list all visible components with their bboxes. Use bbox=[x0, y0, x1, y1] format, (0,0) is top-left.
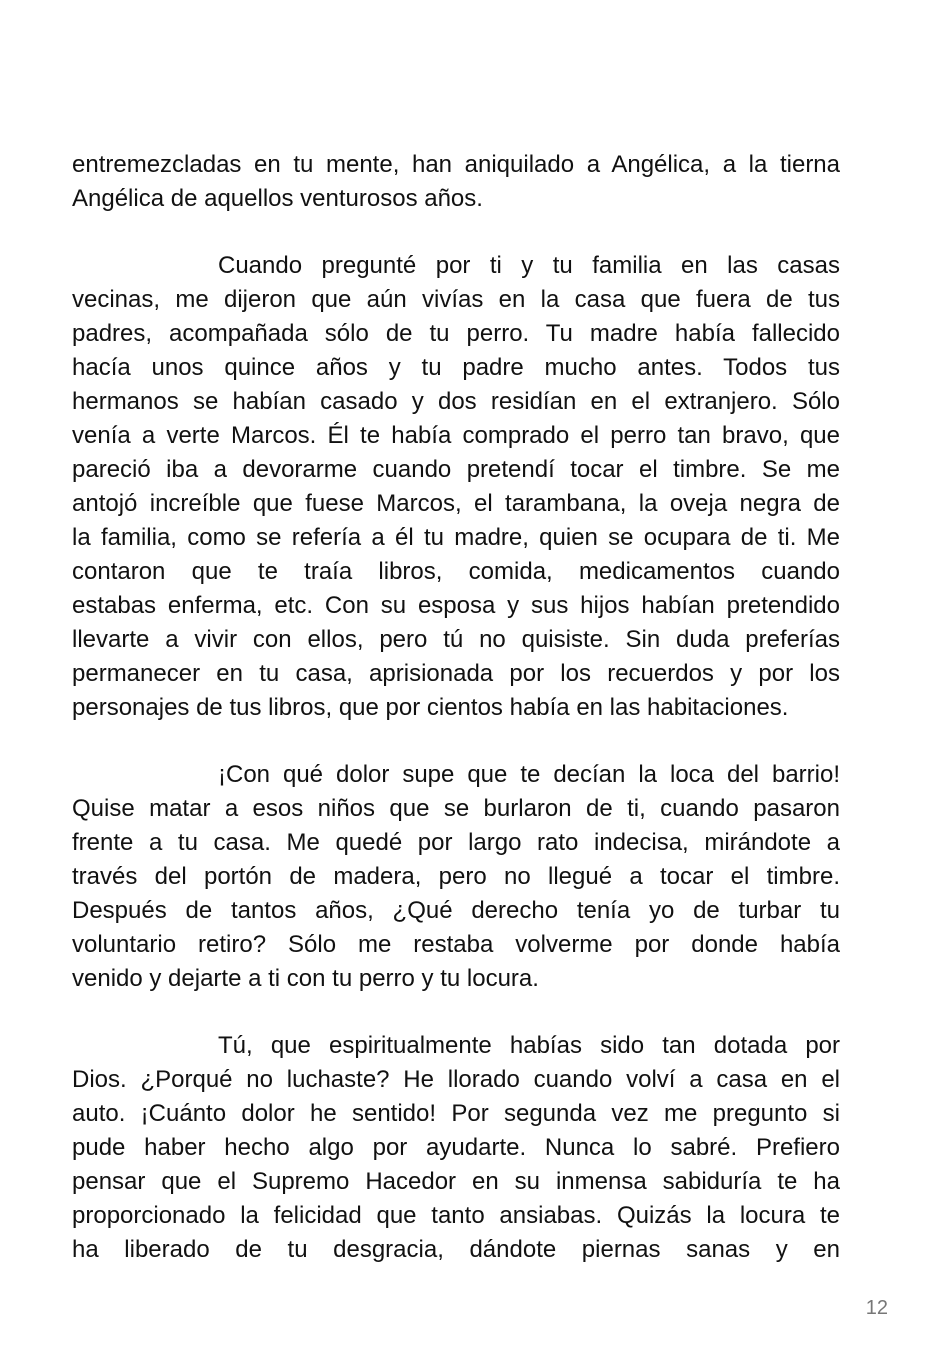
text-line: ha liberado de tu desgracia, dándote piernas sanas y en bbox=[72, 1236, 840, 1263]
document-body bbox=[72, 148, 840, 1300]
text-line: pude haber hecho algo por ayudarte. Nunca lo sabré. Prefiero bbox=[72, 1134, 840, 1161]
paragraph-4 bbox=[72, 1029, 840, 1267]
text-line: hacía unos quince años y tu padre mucho antes. Todos tus bbox=[72, 354, 840, 381]
text-line: frente a tu casa. Me quedé por largo rato indecisa, mirándote a bbox=[72, 829, 840, 856]
text-line: Angélica de aquellos venturosos años. bbox=[72, 185, 483, 212]
paragraph-1 bbox=[72, 148, 840, 216]
text-line: voluntario retiro? Sólo me restaba volverme por donde había bbox=[72, 931, 840, 958]
text-line: Cuando pregunté por ti y tu familia en las casas bbox=[218, 252, 840, 279]
text-line: Tú, que espiritualmente habías sido tan dotada por bbox=[218, 1032, 840, 1059]
text-line: venido y dejarte a ti con tu perro y tu locura. bbox=[72, 965, 539, 992]
text-line: pareció iba a devorarme cuando pretendí tocar el timbre. Se me bbox=[72, 456, 840, 483]
text-line: antojó increíble que fuese Marcos, el tarambana, la oveja negra de bbox=[72, 490, 840, 517]
text-line: través del portón de madera, pero no llegué a tocar el timbre. bbox=[72, 863, 840, 890]
text-line: Quise matar a esos niños que se burlaron de ti, cuando pasaron bbox=[72, 795, 840, 822]
text-line: entremezcladas en tu mente, han aniquilado a Angélica, a la tierna bbox=[72, 151, 840, 178]
text-line: proporcionado la felicidad que tanto ansiabas. Quizás la locura te bbox=[72, 1202, 840, 1229]
text-line: vecinas, me dijeron que aún vivías en la casa que fuera de tus bbox=[72, 286, 840, 313]
paragraph-2 bbox=[72, 249, 840, 725]
text-line: la familia, como se refería a él tu madre, quien se ocupara de ti. Me bbox=[72, 524, 840, 551]
paragraph-3 bbox=[72, 758, 840, 996]
text-line: hermanos se habían casado y dos residían en el extranjero. Sólo bbox=[72, 388, 840, 415]
text-line: contaron que te traía libros, comida, medicamentos cuando bbox=[72, 558, 840, 585]
text-line: Dios. ¿Porqué no luchaste? He llorado cuando volví a casa en el bbox=[72, 1066, 840, 1093]
text-line: permanecer en tu casa, aprisionada por los recuerdos y por los bbox=[72, 660, 840, 687]
text-line: venía a verte Marcos. Él te había comprado el perro tan bravo, que bbox=[72, 422, 840, 449]
text-line: padres, acompañada sólo de tu perro. Tu madre había fallecido bbox=[72, 320, 840, 347]
page-number: 12 bbox=[865, 1297, 888, 1319]
text-line: estabas enferma, etc. Con su esposa y sus hijos habían pretendido bbox=[72, 592, 840, 619]
text-line: personajes de tus libros, que por cientos había en las habitaciones. bbox=[72, 694, 789, 721]
text-line: pensar que el Supremo Hacedor en su inmensa sabiduría te ha bbox=[72, 1168, 840, 1195]
text-line: llevarte a vivir con ellos, pero tú no quisiste. Sin duda preferías bbox=[72, 626, 840, 653]
text-line: Después de tantos años, ¿Qué derecho tenía yo de turbar tu bbox=[72, 897, 840, 924]
text-line: auto. ¡Cuánto dolor he sentido! Por segunda vez me pregunto si bbox=[72, 1100, 840, 1127]
text-line: ¡Con qué dolor supe que te decían la loca del barrio! bbox=[218, 761, 840, 788]
